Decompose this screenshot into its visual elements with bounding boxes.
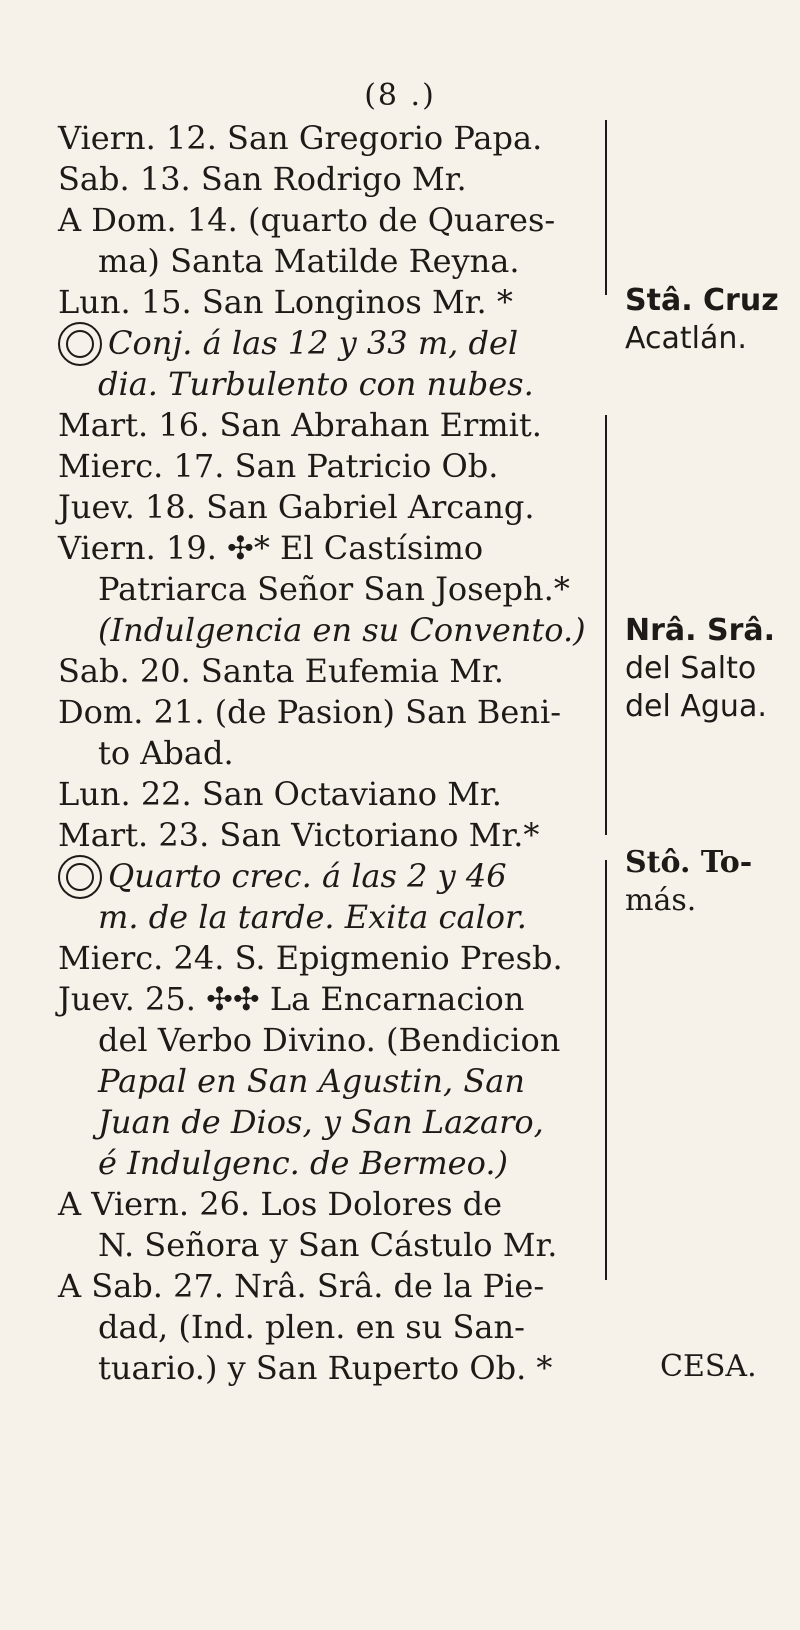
entry-line: tuario.) y San Ruperto Ob. * <box>98 1349 553 1387</box>
entry-line: Mierc. 24. S. Epigmenio Presb. <box>58 939 563 977</box>
entry-line: Viern. 12. San Gregorio Papa. <box>58 119 543 157</box>
entry-line: (Indulgencia en su Convento.) <box>98 611 586 649</box>
entry-line: Sab. 20. Santa Eufemia Mr. <box>58 652 504 690</box>
side-note-cruz-2: Acatlán. <box>625 321 747 356</box>
side-note-tomas-1: Stô. To- <box>625 845 753 880</box>
entry-line: Juev. 25. ✣✣ La Encarnacion <box>58 980 525 1018</box>
entry-line: Lun. 15. San Longinos Mr. * <box>58 283 513 321</box>
side-note-salto-1: Nrâ. Srâ. <box>625 613 776 648</box>
entry-line: N. Señora y San Cástulo Mr. <box>98 1226 558 1264</box>
side-note-salto-2: del Salto <box>625 651 757 686</box>
entry-line: A Dom. 14. (quarto de Quares- <box>58 201 556 239</box>
entry-line: to Abad. <box>98 734 234 772</box>
entry-line: A Viern. 26. Los Dolores de <box>58 1185 503 1223</box>
column-divider <box>605 120 607 295</box>
entry-line: Mart. 23. San Victoriano Mr.* <box>58 816 540 854</box>
entry-line: Juev. 18. San Gabriel Arcang. <box>58 488 535 526</box>
page-number: (8 .) <box>364 78 436 113</box>
side-note-cesa: CESA. <box>660 1349 757 1384</box>
entry-line: é Indulgenc. de Bermeo.) <box>98 1144 508 1182</box>
side-note-cruz-1: Stâ. Cruz <box>625 283 779 318</box>
moon-note-text: Conj. á las 12 y 33 m, del <box>108 324 519 362</box>
moon-note-line <box>58 856 507 896</box>
entry-line: del Verbo Divino. (Bendicion <box>98 1021 561 1059</box>
entry-line: ma) Santa Matilde Reyna. <box>98 242 520 280</box>
entry-line: A Sab. 27. Nrâ. Srâ. de la Pie- <box>58 1267 545 1305</box>
column-divider <box>605 415 607 835</box>
entry-line: dad, (Ind. plen. en su San- <box>98 1308 525 1346</box>
quarter-moon-icon <box>58 855 102 899</box>
side-note-tomas-2: más. <box>625 883 697 918</box>
moon-note-line <box>58 323 518 363</box>
conjunction-moon-icon <box>58 322 102 366</box>
moon-note-text: Quarto crec. á las 2 y 46 <box>108 857 507 895</box>
column-divider <box>605 860 607 1280</box>
entry-line: Mierc. 17. San Patricio Ob. <box>58 447 499 485</box>
side-note-salto-3: del Agua. <box>625 689 767 724</box>
entry-line: Patriarca Señor San Joseph.* <box>98 570 570 608</box>
entry-line: Papal en San Agustin, San <box>98 1062 525 1100</box>
moon-note-line: m. de la tarde. Exita calor. <box>98 898 527 936</box>
entry-line: Sab. 13. San Rodrigo Mr. <box>58 160 467 198</box>
entry-line: Mart. 16. San Abrahan Ermit. <box>58 406 542 444</box>
entry-line: Juan de Dios, y San Lazaro, <box>98 1103 544 1141</box>
moon-note-line: dia. Turbulento con nubes. <box>98 365 534 403</box>
entry-line: Viern. 19. ✣* El Castísimo <box>58 529 484 567</box>
entry-line: Dom. 21. (de Pasion) San Beni- <box>58 693 561 731</box>
entry-line: Lun. 22. San Octaviano Mr. <box>58 775 502 813</box>
